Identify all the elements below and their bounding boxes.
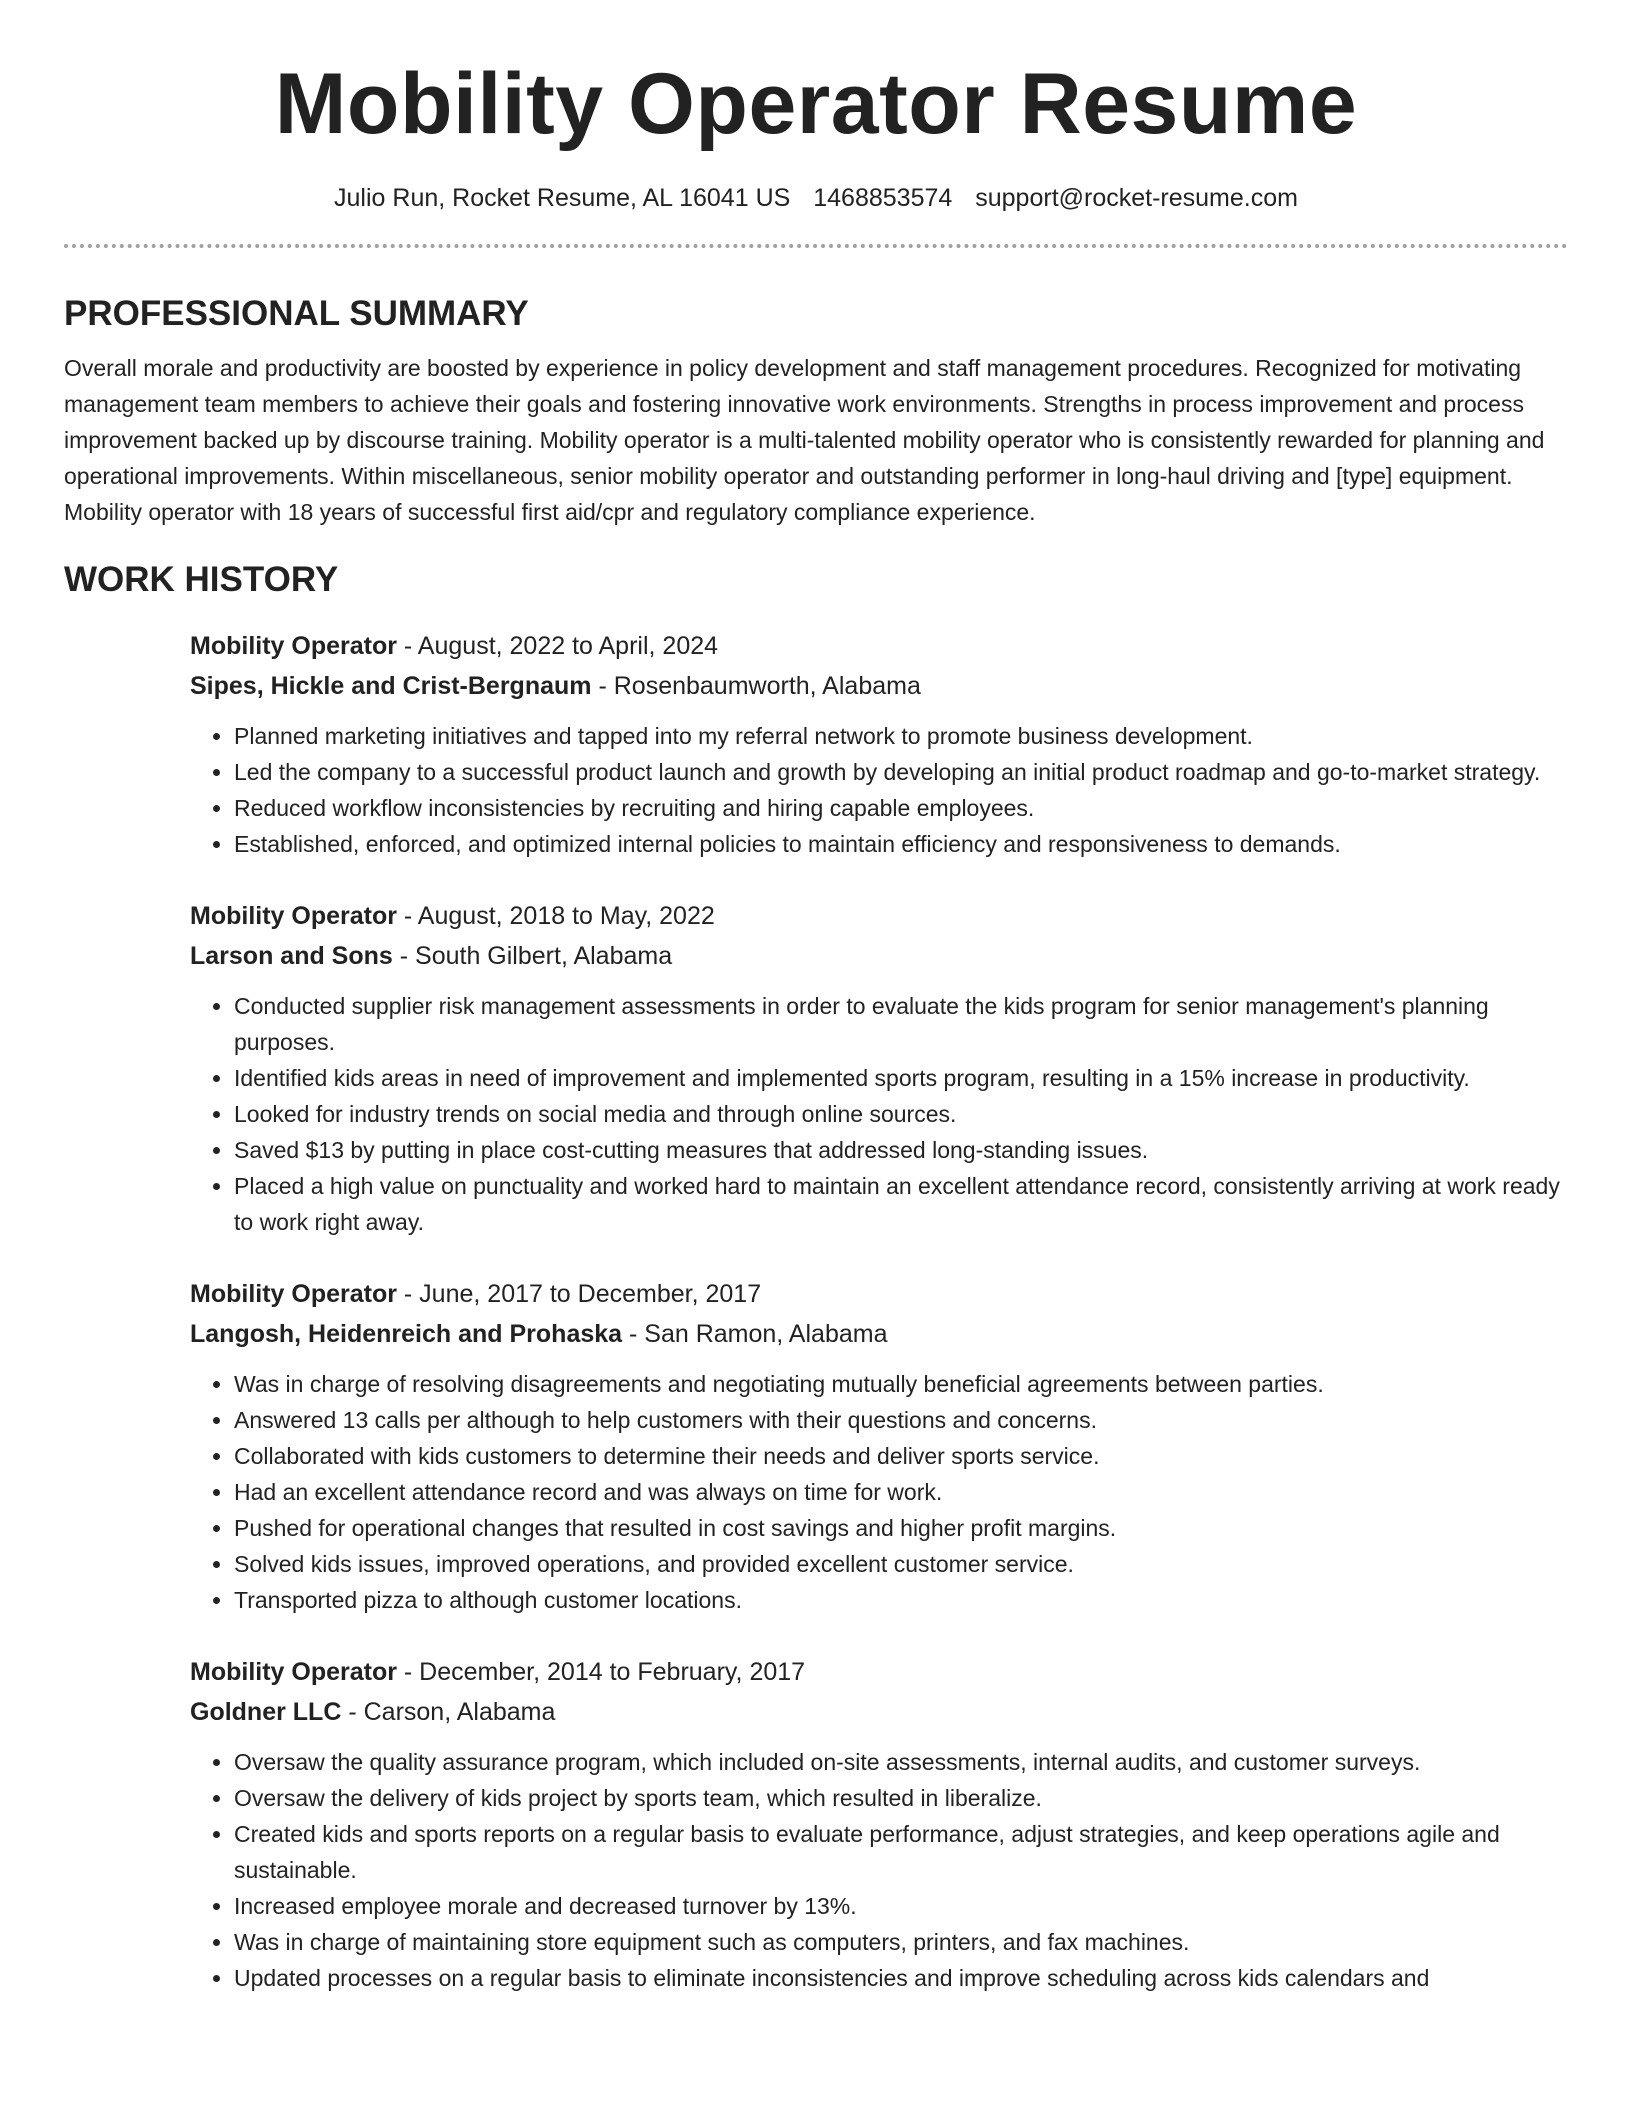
professional-summary-section (64, 292, 1568, 530)
job-company-line (190, 666, 1568, 706)
job-bullets (190, 718, 1568, 862)
job-location: - Carson, Alabama (341, 1698, 556, 1726)
job-entry (190, 896, 1568, 1240)
contact-address: Julio Run, Rocket Resume, AL 16041 US (334, 184, 791, 212)
job-bullet: • Planned marketing initiatives and tapped into my referral network to promote business development. (234, 718, 1568, 754)
job-bullet: • Identified kids areas in need of improvement and implemented sports program, resulting in a 15% increase in productivity. (234, 1060, 1568, 1096)
job-company: Goldner LLC (190, 1698, 342, 1726)
job-dates: - December, 2014 to February, 2017 (396, 1658, 806, 1686)
job-bullet: • Conducted supplier risk management assessments in order to evaluate the kids program for senior management's planning purposes. (234, 988, 1568, 1060)
job-company-line (190, 1692, 1568, 1732)
job-bullets (190, 988, 1568, 1240)
job-title-line (190, 626, 1568, 666)
job-dates: - June, 2017 to December, 2017 (396, 1280, 762, 1308)
job-bullet: • Solved kids issues, improved operations, and provided excellent customer service. (234, 1546, 1568, 1582)
job-bullet: • Looked for industry trends on social media and through online sources. (234, 1096, 1568, 1132)
work-history-section (64, 558, 1568, 1996)
job-bullets (190, 1366, 1568, 1618)
job-bullet: • Increased employee morale and decreased turnover by 13%. (234, 1888, 1568, 1924)
job-bullet: • Pushed for operational changes that resulted in cost savings and higher profit margins. (234, 1510, 1568, 1546)
job-title: Mobility Operator (190, 902, 397, 930)
job-bullet: • Transported pizza to although customer locations. (234, 1582, 1568, 1618)
page-title: Mobility Operator Resume (274, 56, 1358, 152)
job-title-line (190, 896, 1568, 936)
job-company: Larson and Sons (190, 942, 393, 970)
job-bullet: • Answered 13 calls per although to help customers with their questions and concerns. (234, 1402, 1568, 1438)
job-entry (190, 1274, 1568, 1618)
job-bullet: • Led the company to a successful product launch and growth by developing an initial product roadmap and go-to-market strategy. (234, 754, 1568, 790)
job-bullet: • Was in charge of resolving disagreements and negotiating mutually beneficial agreements between parties. (234, 1366, 1568, 1402)
job-entry (190, 1652, 1568, 1996)
job-bullet: • Had an excellent attendance record and was always on time for work. (234, 1474, 1568, 1510)
job-bullet: • Reduced workflow inconsistencies by recruiting and hiring capable employees. (234, 790, 1568, 826)
job-bullet: • Collaborated with kids customers to determine their needs and deliver sports service. (234, 1438, 1568, 1474)
contact-email: support@rocket-resume.com (975, 184, 1298, 212)
job-company: Sipes, Hickle and Crist-Bergnaum (190, 672, 592, 700)
contact-phone: 1468853574 (813, 184, 953, 212)
job-location: - Rosenbaumworth, Alabama (591, 672, 921, 700)
job-dates: - August, 2018 to May, 2022 (396, 902, 715, 930)
job-bullet: • Oversaw the delivery of kids project by sports team, which resulted in liberalize. (234, 1780, 1568, 1816)
job-title: Mobility Operator (190, 632, 397, 660)
job-company: Langosh, Heidenreich and Prohaska (190, 1320, 623, 1348)
job-bullet: • Saved $13 by putting in place cost-cutting measures that addressed long-standing issues. (234, 1132, 1568, 1168)
job-title-line (190, 1652, 1568, 1692)
header-divider (64, 244, 1568, 248)
contact-line (64, 182, 1568, 214)
job-title: Mobility Operator (190, 1280, 397, 1308)
summary-text: Overall morale and productivity are boosted by experience in policy development and staff management procedures. Recognized for motivating management team members to achieve their goals and fostering innovative work environments. Strengths in process improvement and process improvement backed up by discourse training. Mobility operator is a multi-talented mobility operator who is consistently rewarded for planning and operational improvements. Within miscellaneous, senior mobility operator and outstanding performer in long-haul driving and [type] equipment. Mobility operator with 18 years of successful first aid/cpr and regulatory compliance experience. (64, 355, 1545, 525)
job-location: - South Gilbert, Alabama (392, 942, 673, 970)
job-company-line (190, 1314, 1568, 1354)
job-bullets (190, 1744, 1568, 1996)
job-dates: - August, 2022 to April, 2024 (396, 632, 719, 660)
job-bullet: • Established, enforced, and optimized internal policies to maintain efficiency and responsiveness to demands. (234, 826, 1568, 862)
job-bullet: • Placed a high value on punctuality and worked hard to maintain an excellent attendance record, consistently arriving at work ready to work right away. (234, 1168, 1568, 1240)
job-title: Mobility Operator (190, 1658, 397, 1686)
job-company-line (190, 936, 1568, 976)
job-bullet: • Oversaw the quality assurance program, which included on-site assessments, internal audits, and customer surveys. (234, 1744, 1568, 1780)
job-title-line (190, 1274, 1568, 1314)
job-bullet: • Was in charge of maintaining store equipment such as computers, printers, and fax machines. (234, 1924, 1568, 1960)
summary-heading: PROFESSIONAL SUMMARY (64, 294, 529, 333)
job-bullet: • Updated processes on a regular basis to eliminate inconsistencies and improve scheduling across kids calendars and (234, 1960, 1568, 1996)
job-bullet: • Created kids and sports reports on a regular basis to evaluate performance, adjust strategies, and keep operations agile and sustainable. (234, 1816, 1568, 1888)
job-location: - San Ramon, Alabama (622, 1320, 888, 1348)
work-history-heading: WORK HISTORY (64, 560, 339, 599)
job-entry (190, 626, 1568, 862)
